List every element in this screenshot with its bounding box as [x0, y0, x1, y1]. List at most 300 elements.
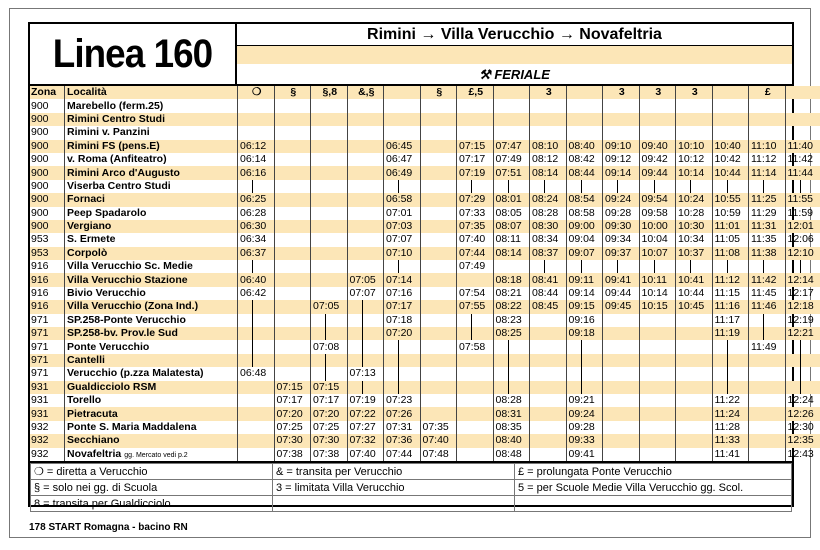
departure-time	[238, 407, 275, 420]
row-zona: 900	[30, 113, 65, 126]
departure-time	[384, 381, 421, 394]
header-code: &,§	[347, 86, 384, 99]
departure-time	[749, 407, 786, 420]
departure-time	[274, 247, 311, 260]
departure-time: 06:30	[238, 220, 275, 233]
departure-time: 06:34	[238, 233, 275, 246]
departure-time: 10:59	[712, 207, 749, 220]
departure-time	[676, 180, 713, 193]
row-stop-name	[65, 247, 238, 260]
departure-time	[274, 113, 311, 126]
pass-through-line	[800, 340, 801, 353]
stop-name: Fornaci	[67, 193, 105, 206]
stop-name: Pietracuta	[67, 407, 118, 420]
pass-through-line	[398, 367, 399, 380]
departure-time	[347, 220, 384, 233]
departure-time	[457, 99, 494, 112]
departure-time: 07:22	[347, 407, 384, 420]
header-code: 3	[639, 86, 676, 99]
departure-time	[676, 407, 713, 420]
departure-time: 08:41	[530, 273, 567, 286]
departure-time	[749, 394, 786, 407]
departure-time	[420, 153, 457, 166]
departure-time: 06:28	[238, 207, 275, 220]
row-stop-name	[65, 166, 238, 179]
departure-time	[603, 180, 640, 193]
departure-time	[566, 180, 603, 193]
row-stop-name	[65, 260, 238, 273]
departure-time	[457, 367, 494, 380]
departure-time	[603, 340, 640, 353]
departure-time	[420, 273, 457, 286]
pass-through-line	[508, 381, 509, 394]
departure-time	[603, 381, 640, 394]
stop-name: Gualdicciolo RSM	[67, 380, 157, 393]
pass-through-line	[800, 354, 801, 367]
departure-time: 07:30	[274, 434, 311, 447]
departure-time	[676, 113, 713, 126]
departure-time: 07:13	[347, 367, 384, 380]
departure-time: 11:16	[712, 300, 749, 313]
departure-time: 11:28	[712, 421, 749, 434]
departure-time: 07:49	[457, 260, 494, 273]
departure-time: 09:37	[603, 247, 640, 260]
departure-time	[457, 434, 494, 447]
departure-time: 10:34	[676, 233, 713, 246]
departure-time: 11:10	[749, 140, 786, 153]
departure-time	[311, 113, 348, 126]
departure-time: 07:58	[457, 340, 494, 353]
departure-time	[457, 113, 494, 126]
departure-time	[676, 340, 713, 353]
stop-name: S. Ermete	[67, 233, 116, 246]
departure-time: 07:29	[457, 193, 494, 206]
departure-time: 10:14	[639, 287, 676, 300]
departure-time: 08:34	[530, 233, 567, 246]
departure-time	[420, 314, 457, 327]
table-row	[30, 287, 820, 300]
departure-time: 07:31	[384, 421, 421, 434]
departure-time	[274, 300, 311, 313]
route-band	[237, 46, 792, 64]
departure-time: 07:08	[311, 340, 348, 353]
departure-time: 12:10	[785, 247, 820, 260]
departure-time	[493, 126, 530, 139]
departure-time	[749, 434, 786, 447]
departure-time	[566, 113, 603, 126]
pass-through-line	[252, 300, 253, 313]
departure-time	[566, 354, 603, 367]
departure-time: 07:20	[274, 407, 311, 420]
departure-time	[311, 287, 348, 300]
pass-through-line	[654, 260, 655, 273]
stop-name: SP.258-Ponte Verucchio	[67, 313, 186, 326]
legend-item	[515, 496, 792, 512]
departure-time: 07:14	[384, 273, 421, 286]
row-stop-name	[65, 300, 238, 313]
departure-time	[639, 340, 676, 353]
departure-time: 07:40	[420, 434, 457, 447]
departure-time	[603, 407, 640, 420]
departure-time: 10:04	[639, 233, 676, 246]
header-code: 3	[530, 86, 567, 99]
departure-time: 08:22	[493, 300, 530, 313]
departure-time	[493, 354, 530, 367]
departure-time	[384, 180, 421, 193]
legend-item: & = transita per Verucchio	[273, 464, 515, 480]
pass-through-line	[581, 340, 582, 353]
stop-name: v. Roma (Anfiteatro)	[67, 153, 167, 166]
departure-time	[347, 354, 384, 367]
departure-time	[347, 140, 384, 153]
departure-time	[676, 448, 713, 462]
departure-time	[274, 126, 311, 139]
pass-through-line	[471, 314, 472, 327]
table-row	[30, 113, 820, 126]
row-zona: 932	[31, 420, 49, 433]
departure-time: 07:15	[274, 381, 311, 394]
departure-time: 06:12	[238, 140, 275, 153]
departure-time: 11:42	[749, 273, 786, 286]
departure-time	[311, 193, 348, 206]
departure-time	[676, 421, 713, 434]
departure-time	[311, 247, 348, 260]
pass-through-line	[617, 260, 618, 273]
departure-time: 07:25	[311, 421, 348, 434]
row-stop-name	[65, 126, 238, 139]
departure-time	[384, 367, 421, 380]
pass-through-line	[471, 180, 472, 193]
departure-time	[311, 99, 348, 112]
departure-time: 09:11	[566, 273, 603, 286]
departure-time	[311, 140, 348, 153]
departure-time	[311, 220, 348, 233]
legend-row	[31, 496, 792, 512]
departure-time	[238, 381, 275, 394]
departure-time: 06:14	[238, 153, 275, 166]
departure-time: 09:41	[603, 273, 640, 286]
header-localita: Località	[65, 86, 238, 99]
departure-time: 10:44	[712, 166, 749, 179]
pass-through-line	[325, 354, 326, 367]
row-zona: 900	[31, 153, 49, 166]
departure-time: 06:42	[238, 287, 275, 300]
row-zona: 900	[31, 206, 49, 219]
departure-time: 11:15	[712, 287, 749, 300]
row-zona: 971	[31, 340, 49, 353]
table-row	[30, 367, 820, 380]
departure-time	[347, 381, 384, 394]
departure-time	[530, 327, 567, 340]
departure-time: 07:32	[347, 434, 384, 447]
pass-through-line	[727, 260, 728, 273]
departure-time	[493, 340, 530, 353]
departure-time	[603, 126, 640, 139]
departure-time: 07:51	[493, 166, 530, 179]
departure-time	[274, 166, 311, 179]
row-zona: 971	[30, 354, 65, 367]
departure-time: 09:00	[566, 220, 603, 233]
departure-time: 07:20	[384, 327, 421, 340]
departure-time: 12:14	[785, 273, 820, 286]
departure-time	[785, 180, 820, 193]
pass-through-line	[508, 367, 509, 380]
pass-through-line	[581, 367, 582, 380]
departure-time: 09:18	[566, 327, 603, 340]
departure-time	[347, 300, 384, 313]
departure-time	[712, 340, 749, 353]
departure-time: 09:42	[639, 153, 676, 166]
departure-time	[676, 314, 713, 327]
row-stop-name	[65, 273, 238, 286]
table-row	[30, 448, 820, 462]
stop-name: Novafeltria	[67, 447, 122, 460]
departure-time: 10:00	[639, 220, 676, 233]
departure-time: 09:45	[603, 300, 640, 313]
row-zona: 900	[31, 179, 49, 192]
stop-note: gg. Mercato vedi p.2	[124, 451, 188, 459]
page-footer: 178 START Romagna - bacino RN	[29, 522, 188, 533]
departure-time	[311, 273, 348, 286]
pass-through-line	[252, 180, 253, 193]
pass-through-line	[544, 180, 545, 193]
departure-time: 09:10	[603, 140, 640, 153]
row-stop-name	[65, 421, 238, 434]
departure-time	[676, 260, 713, 273]
departure-time: 09:44	[603, 287, 640, 300]
stop-name: Ponte S. Maria Maddalena	[67, 420, 197, 433]
departure-time	[420, 247, 457, 260]
departure-time	[712, 367, 749, 380]
departure-time: 11:59	[785, 207, 820, 220]
departure-time	[238, 126, 275, 139]
departure-time: 08:28	[493, 394, 530, 407]
departure-time	[676, 126, 713, 139]
departure-time	[457, 314, 494, 327]
departure-time: 09:14	[603, 166, 640, 179]
departure-time	[274, 260, 311, 273]
departure-time: 09:30	[603, 220, 640, 233]
table-row	[30, 166, 820, 179]
departure-time: 08:14	[493, 247, 530, 260]
pass-through-line	[398, 260, 399, 273]
row-stop-name	[65, 448, 238, 462]
pass-through-line	[763, 180, 764, 193]
table-row	[30, 381, 820, 394]
departure-time	[347, 99, 384, 112]
departure-time	[676, 434, 713, 447]
departure-time: 12:26	[785, 407, 820, 420]
departure-time	[785, 381, 820, 394]
pass-through-line	[800, 180, 801, 193]
departure-time: 07:30	[311, 434, 348, 447]
table-row	[30, 340, 820, 353]
row-zona: 932	[30, 434, 65, 447]
departure-time: 09:14	[566, 287, 603, 300]
pass-through-line	[252, 354, 253, 367]
departure-time	[639, 260, 676, 273]
departure-time	[676, 354, 713, 367]
departure-time	[749, 421, 786, 434]
departure-time	[530, 448, 567, 462]
header-code: £,5	[457, 86, 494, 99]
departure-time: 07:19	[347, 394, 384, 407]
departure-time: 10:10	[676, 140, 713, 153]
departure-time: 08:21	[493, 287, 530, 300]
pass-through-line	[581, 381, 582, 394]
departure-time: 10:44	[676, 287, 713, 300]
departure-time	[420, 407, 457, 420]
departure-time: 07:20	[311, 407, 348, 420]
departure-time: 06:40	[238, 273, 275, 286]
stop-name: Viserba Centro Studi	[67, 179, 171, 192]
departure-time: 10:07	[639, 247, 676, 260]
departure-time	[274, 340, 311, 353]
departure-time	[603, 327, 640, 340]
stop-name: Villa Verucchio Sc. Medie	[67, 260, 193, 273]
departure-time	[420, 113, 457, 126]
row-zona: 900	[30, 166, 65, 179]
departure-time	[712, 99, 749, 112]
departure-time: 08:40	[493, 434, 530, 447]
departure-time	[457, 354, 494, 367]
line-title: Linea 160	[52, 32, 213, 76]
stop-name: Ponte Verucchio	[67, 340, 150, 353]
departure-time	[639, 327, 676, 340]
departure-time: 09:41	[566, 448, 603, 462]
departure-time	[238, 113, 275, 126]
departure-time: 11:22	[712, 394, 749, 407]
pass-through-line	[508, 354, 509, 367]
departure-time	[238, 354, 275, 367]
departure-time	[639, 314, 676, 327]
departure-time	[420, 394, 457, 407]
stop-name: Rimini FS (pens.E)	[67, 139, 160, 152]
departure-time: 06:48	[238, 367, 275, 380]
departure-time: 12:21	[785, 327, 820, 340]
service-label: ⚒ FERIALE	[479, 67, 550, 82]
departure-time: 11:35	[749, 233, 786, 246]
pass-through-line	[763, 327, 764, 340]
departure-time	[274, 99, 311, 112]
header-code: ❍	[238, 86, 275, 99]
departure-time	[420, 367, 457, 380]
departure-time	[274, 207, 311, 220]
departure-time	[274, 220, 311, 233]
pass-through-line	[654, 180, 655, 193]
departure-time: 07:07	[347, 287, 384, 300]
departure-time: 11:55	[785, 193, 820, 206]
departure-time: 08:14	[530, 166, 567, 179]
header-code: 3	[676, 86, 713, 99]
pass-through-line	[398, 340, 399, 353]
departure-time	[639, 434, 676, 447]
departure-time: 06:37	[238, 247, 275, 260]
table-row	[30, 99, 820, 112]
row-zona: 971	[31, 367, 49, 380]
pass-through-line	[727, 367, 728, 380]
legend-item: § = solo nei gg. di Scuola	[31, 480, 273, 496]
departure-time	[785, 126, 820, 139]
table-row	[30, 434, 820, 447]
header-zona: Zona	[30, 86, 65, 99]
departure-time	[530, 180, 567, 193]
departure-time: 08:37	[530, 247, 567, 260]
schedule-table	[30, 86, 820, 462]
table-row	[30, 180, 820, 193]
pass-through-line	[252, 314, 253, 327]
table-row	[30, 247, 820, 260]
departure-time	[603, 367, 640, 380]
departure-time: 11:45	[749, 287, 786, 300]
departure-time: 11:49	[749, 340, 786, 353]
stop-name: Rimini v. Panzini	[67, 126, 150, 139]
departure-time	[639, 407, 676, 420]
stop-name: Villa Verucchio (Zona Ind.)	[67, 300, 199, 313]
row-stop-name	[65, 340, 238, 353]
departure-time: 07:19	[457, 166, 494, 179]
departure-time	[347, 153, 384, 166]
departure-time	[493, 260, 530, 273]
row-zona: 971	[30, 327, 65, 340]
departure-time	[639, 381, 676, 394]
departure-time	[530, 394, 567, 407]
row-zona: 900	[30, 193, 65, 206]
departure-time: 12:01	[785, 220, 820, 233]
departure-time: 07:54	[457, 287, 494, 300]
departure-time	[347, 180, 384, 193]
row-zona: 953	[31, 233, 49, 246]
table-row	[30, 233, 820, 246]
departure-time: 07:17	[384, 300, 421, 313]
departure-time	[238, 448, 275, 462]
row-stop-name	[65, 153, 238, 166]
departure-time	[311, 327, 348, 340]
pass-through-line	[362, 314, 363, 327]
departure-time	[530, 113, 567, 126]
pass-through-line	[690, 260, 691, 273]
departure-time	[420, 126, 457, 139]
departure-time: 07:40	[347, 448, 384, 462]
departure-time: 08:07	[493, 220, 530, 233]
departure-time: 11:40	[785, 140, 820, 153]
row-zona: 953	[30, 247, 65, 260]
departure-time: 07:55	[457, 300, 494, 313]
departure-time: 08:31	[493, 407, 530, 420]
departure-time	[311, 153, 348, 166]
pass-through-line	[800, 260, 801, 273]
departure-time	[347, 314, 384, 327]
table-row	[30, 153, 820, 166]
departure-time: 08:48	[493, 448, 530, 462]
departure-time: 08:58	[566, 207, 603, 220]
departure-time: 08:40	[566, 140, 603, 153]
row-stop-name	[65, 180, 238, 193]
departure-time	[785, 99, 820, 112]
pass-through-line	[617, 180, 618, 193]
departure-time: 11:12	[749, 153, 786, 166]
departure-time	[457, 381, 494, 394]
departure-time	[347, 166, 384, 179]
departure-time	[384, 260, 421, 273]
stop-name: Secchiano	[67, 434, 120, 447]
departure-time	[712, 126, 749, 139]
departure-time: 07:27	[347, 421, 384, 434]
departure-time: 08:30	[530, 220, 567, 233]
departure-time	[493, 180, 530, 193]
departure-time: 11:38	[749, 247, 786, 260]
departure-time: 09:40	[639, 140, 676, 153]
